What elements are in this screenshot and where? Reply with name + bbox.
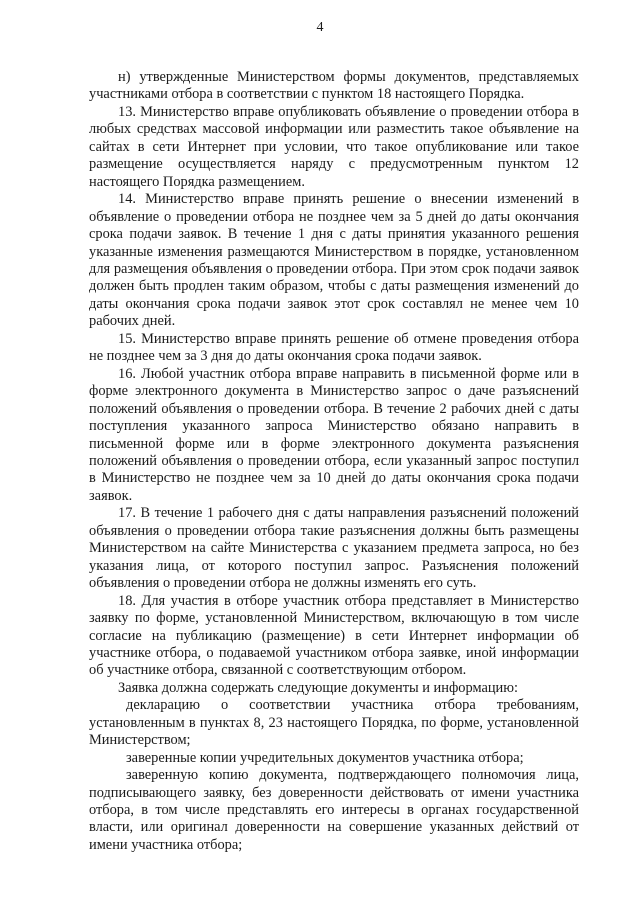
paragraph-application-contents: Заявка должна содержать следующие документы и информацию:	[118, 679, 518, 696]
page-number: 4	[316, 20, 324, 35]
list-item-declaration: декларацию о соответствии участника отбора требованиям, установленным в пунктах 8, 23 настоящего Порядка, по форме, установленной Министерством;	[89, 697, 579, 749]
paragraph-item-n: н) утвержденные Министерством формы документов, представляемых участниками отбора в соответствии с пунктом 18 настоящего Порядка.	[89, 69, 579, 103]
paragraph-15: 15. Министерство вправе принять решение об отмене проведения отбора не позднее чем за 3 дня до даты окончания срока подачи заявок.	[89, 330, 579, 365]
list-item-authority-document: заверенную копию документа, подтверждающего полномочия лица, подписывающего заявку, без доверенности действовать от имени участника отбора, в том числе представлять его интересы в органах государственной власти, или оригинал доверенности на совершение указанных действий от имени участника отбора;	[89, 767, 579, 853]
paragraph-14: 14. Министерство вправе принять решение о внесении изменений в объявление о проведении отбора не позднее чем за 5 дней до даты окончания срока подачи заявок. В течение 1 дня с даты принятия указанного решения указанные изменения размещаются Министерством в порядке, установленном для размещения объявления о проведении отбора. При этом срок подачи заявок должен быть продлен таким образом, чтобы с даты размещения изменений до даты окончания срока подачи заявок этот срок составлял не менее чем 10 рабочих дней.	[89, 191, 579, 330]
paragraph-16: 16. Любой участник отбора вправе направить в письменной форме или в форме электронного документа в Министерство запрос о даче разъяснений положений объявления о проведении отбора. В течение 2 рабочих дней с даты поступления указанного запроса Министерство обязано направить в письменной форме или в форме электронного документа разъяснения положений объявления о проведении отбора, если указанный запрос поступил в Министерство не позднее чем за 10 дней до даты окончания срока подачи заявок.	[89, 365, 579, 504]
paragraph-17: 17. В течение 1 рабочего дня с даты направления разъяснений положений объявления о проведении отбора такие разъяснения должны быть размещены Министерством на сайте Министерства с указанием предмета запроса, но без указания лица, от которого поступил запрос. Разъяснения положений объявления о проведении отбора не должны изменять его суть.	[89, 505, 579, 592]
paragraph-13: 13. Министерство вправе опубликовать объявление о проведении отбора в любых средствах массовой информации или разместить такое объявление на сайтах в сети Интернет при условии, что такое опубликование или такое размещение осуществляется наряду с предусмотренным пунктом 12 настоящего Порядка размещением.	[89, 103, 579, 190]
paragraph-18: 18. Для участия в отборе участник отбора представляет в Министерство заявку по форме, установленной Министерством, включающую в том числе согласие на публикацию (размещение) в сети Интернет информации об участнике отбора, о подаваемой участником отбора заявке, иной информации об участнике отбора, связанной с соответствующим отбором.	[89, 592, 579, 679]
list-item-founding-documents: заверенные копии учредительных документов участника отбора;	[126, 749, 524, 766]
document-body	[89, 69, 579, 854]
